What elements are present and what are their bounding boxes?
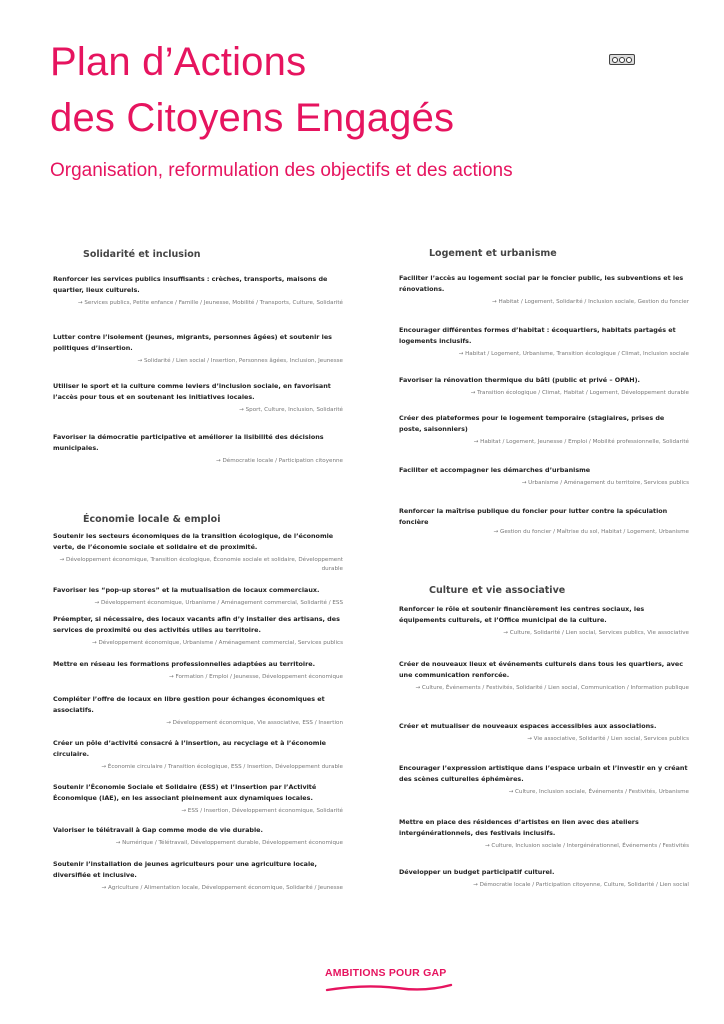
- list-item: Favoriser les “pop-up stores” et la mutualisation de locaux commerciaux. → Développement économique, Urbanisme / Aménagement commercial, Solidarité / ESS: [53, 586, 343, 606]
- list-item: Soutenir les secteurs économiques de la transition écologique, de l’économie verte, de l’économie sociale et solidaire et de proximité. → Développement économique, Transition écologique, Économie sociale et solidaire, Développement durable: [53, 532, 343, 572]
- list-item: Créer des plateformes pour le logement temporaire (stagiaires, prises de poste, saisonniers) → Habitat / Logement, Jeunesse / Emploi / Mobilité professionnelle, Solidarité: [399, 414, 689, 445]
- list-item: Soutenir l’installation de jeunes agriculteurs pour une agriculture locale, diversifiée et inclusive. → Agriculture / Alimentation locale, Développement économique, Solidarité / Jeunesse: [53, 860, 343, 891]
- list-item: Soutenir l’Économie Sociale et Solidaire (ESS) et l’Insertion par l’Activité Économique (IAE), en les associant pleinement aux dynamiques locales. → ESS / Insertion, Développement économique, Solidarité: [53, 783, 343, 814]
- list-item: Renforcer la maîtrise publique du foncier pour lutter contre la spéculation foncière → Gestion du foncier / Maîtrise du sol, Habitat / Logement, Urbanisme: [399, 507, 689, 535]
- page-title: [50, 34, 454, 146]
- list-item: Créer de nouveaux lieux et événements culturels dans tous les quartiers, avec une communication renforcée. → Culture, Événements / Festivités, Solidarité / Lien social, Communication / Information publique: [399, 660, 689, 691]
- logo-swoosh-icon: [325, 982, 453, 994]
- list-item: Favoriser la démocratie participative et améliorer la lisibilité des décisions municipales. → Démocratie locale / Participation citoyenne: [53, 433, 343, 464]
- creative-commons-icon: [609, 54, 635, 65]
- list-item: Renforcer le rôle et soutenir financièrement les centres sociaux, les équipements culturels, et l’Office municipal de la culture. → Culture, Solidarité / Lien social, Services publics, Vie associative: [399, 605, 689, 636]
- section-title: Logement et urbanisme: [429, 248, 557, 259]
- list-item: Utiliser le sport et la culture comme leviers d’inclusion sociale, en favorisant l’accès pour tous et en soutenant les initiatives locales. → Sport, Culture, Inclusion, Solidarité: [53, 382, 343, 413]
- list-item: Faciliter l’accès au logement social par le foncier public, les subventions et les rénovations. → Habitat / Logement, Solidarité / Inclusion sociale, Gestion du foncier: [399, 274, 689, 305]
- list-item: Encourager différentes formes d’habitat : écoquartiers, habitats partagés et logements inclusifs. → Habitat / Logement, Urbanisme, Transition écologique / Climat, Inclusion sociale: [399, 326, 689, 357]
- title-line-1: Plan d’Actions: [50, 40, 307, 84]
- section-title: Culture et vie associative: [429, 585, 566, 596]
- section-culture: [399, 585, 689, 890]
- list-item: Développer un budget participatif culturel. → Démocratie locale / Participation citoyenne, Culture, Solidarité / Lien social: [399, 868, 689, 888]
- section-title: Solidarité et inclusion: [83, 249, 201, 260]
- page-subtitle: Organisation, reformulation des objectifs et des actions: [50, 160, 513, 181]
- section-title: Économie locale & emploi: [83, 514, 221, 525]
- list-item: Renforcer les services publics insuffisants : crèches, transports, maisons de quartier, lieux culturels. → Services publics, Petite enfance / Famille / Jeunesse, Mobilité / Transports, Culture, Solidarité: [53, 275, 343, 306]
- list-item: Préempter, si nécessaire, des locaux vacants afin d’y installer des artisans, des services de proximité ou des activités utiles au territoire. → Développement économique, Urbanisme / Aménagement commercial, Services publics: [53, 615, 343, 646]
- section-economie: [53, 514, 343, 893]
- list-item: Compléter l’offre de locaux en libre gestion pour échanges économiques et associatifs. → Développement économique, Vie associative, ESS / Insertion: [53, 695, 343, 726]
- list-item: Créer un pôle d’activité consacré à l’insertion, au recyclage et à l’économie circulaire. → Économie circulaire / Transition écologique, ESS / Insertion, Développement durable: [53, 739, 343, 770]
- logo-text: AMBITIONS POUR GAP: [325, 967, 447, 979]
- title-line-2: des Citoyens Engagés: [50, 96, 455, 140]
- list-item: Encourager l’expression artistique dans l’espace urbain et l’investir en y créant des scènes culturelles éphémères. → Culture, Inclusion sociale, Événements / Festivités, Urbanisme: [399, 764, 689, 795]
- section-logement: [399, 248, 689, 537]
- section-solidarite: [53, 249, 343, 466]
- list-item: Mettre en place des résidences d’artistes en lien avec des ateliers intergénérationnels, des festivals inclusifs. → Culture, Inclusion sociale / Intergénérationnel, Événements / Festivités: [399, 818, 689, 849]
- list-item: Favoriser la rénovation thermique du bâti (public et privé – OPAH). → Transition écologique / Climat, Habitat / Logement, Développement durable: [399, 376, 689, 396]
- ambitions-pour-gap-logo: [325, 967, 455, 997]
- list-item: Valoriser le télétravail à Gap comme mode de vie durable. → Numérique / Télétravail, Développement durable, Développement économique: [53, 826, 343, 846]
- list-item: Créer et mutualiser de nouveaux espaces accessibles aux associations. → Vie associative, Solidarité / Lien social, Services publics: [399, 722, 689, 742]
- list-item: Mettre en réseau les formations professionnelles adaptées au territoire. → Formation / Emploi / Jeunesse, Développement économique: [53, 660, 343, 680]
- list-item: Lutter contre l’isolement (jeunes, migrants, personnes âgées) et soutenir les politiques d’insertion. → Solidarité / Lien social / Insertion, Personnes âgées, Inclusion, Jeunesse: [53, 333, 343, 364]
- list-item: Faciliter et accompagner les démarches d’urbanisme → Urbanisme / Aménagement du territoire, Services publics: [399, 466, 689, 486]
